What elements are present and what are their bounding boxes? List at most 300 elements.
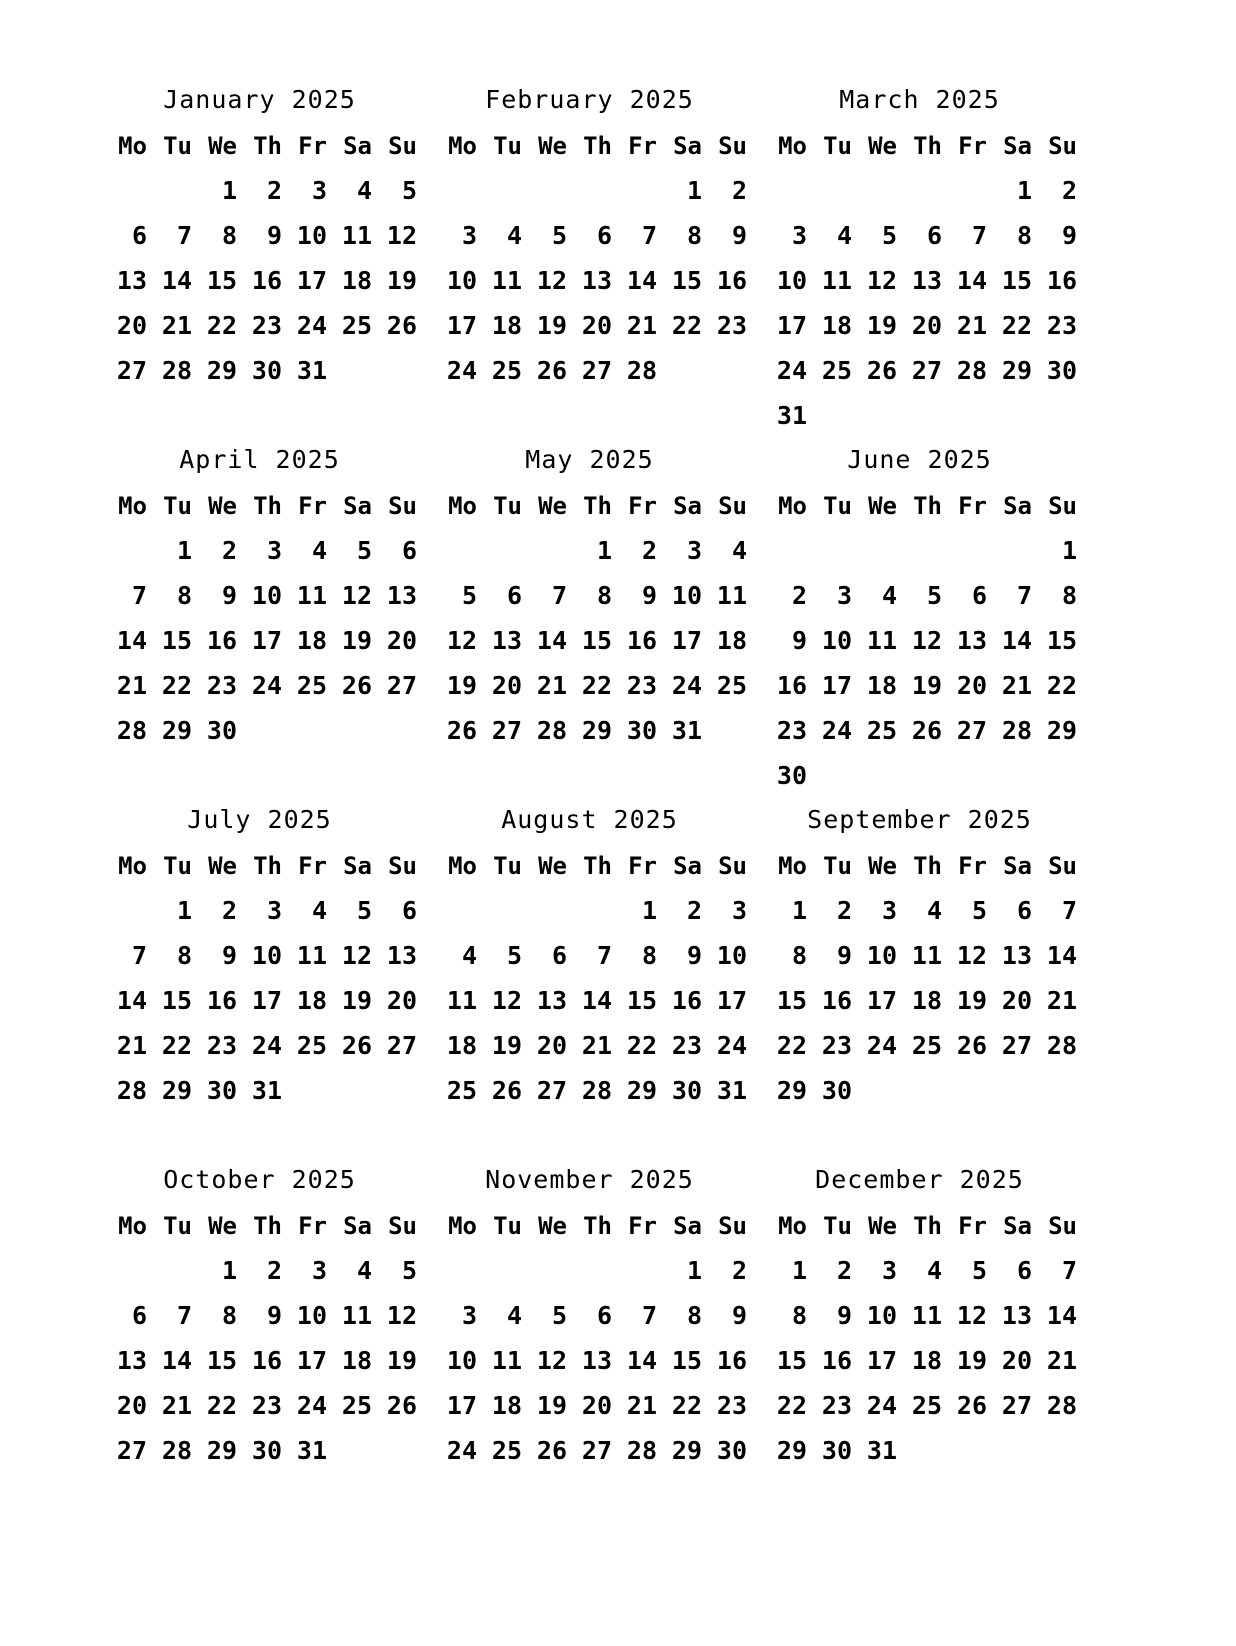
weekday-header: Mo <box>448 492 477 520</box>
day-cell: 25 <box>911 1031 942 1060</box>
day-cell: 7 <box>1016 581 1032 610</box>
day-cell: 25 <box>296 671 327 700</box>
day-cell: 25 <box>491 356 522 385</box>
day-cell: 18 <box>296 626 327 655</box>
weekday-header: Th <box>253 852 282 880</box>
weekday-header: Tu <box>493 1212 522 1240</box>
day-cell: 25 <box>716 671 747 700</box>
day-cell: 9 <box>731 221 747 250</box>
day-cell: 8 <box>1016 221 1032 250</box>
day-cell: 2 <box>731 176 747 205</box>
day-cell: 31 <box>716 1076 747 1105</box>
day-cell: 30 <box>251 1436 282 1465</box>
day-cell: 18 <box>716 626 747 655</box>
weekday-header: Su <box>388 852 417 880</box>
day-cell: 19 <box>341 626 372 655</box>
day-cell: 6 <box>596 1301 612 1330</box>
day-cell: 21 <box>161 311 192 340</box>
day-cell: 5 <box>971 896 987 925</box>
day-cell: 25 <box>341 311 372 340</box>
day-cell: 15 <box>161 986 192 1015</box>
day-cell: 6 <box>1016 896 1032 925</box>
day-cell: 31 <box>296 1436 327 1465</box>
day-cell: 25 <box>446 1076 477 1105</box>
day-cell: 17 <box>296 1346 327 1375</box>
day-cell: 10 <box>776 266 807 295</box>
day-cell: 17 <box>671 626 702 655</box>
day-cell: 17 <box>716 986 747 1015</box>
day-cell: 9 <box>791 626 807 655</box>
day-cell: 14 <box>536 626 567 655</box>
day-cell: 20 <box>116 311 147 340</box>
day-cell: 8 <box>791 1301 807 1330</box>
day-cell: 4 <box>356 176 372 205</box>
weekday-header: Fr <box>958 852 987 880</box>
day-cell: 27 <box>116 356 147 385</box>
day-cell: 17 <box>866 986 897 1015</box>
day-cell: 18 <box>866 671 897 700</box>
day-cell: 9 <box>836 1301 852 1330</box>
day-cell: 6 <box>971 581 987 610</box>
day-cell: 5 <box>401 1256 417 1285</box>
day-cell: 19 <box>866 311 897 340</box>
day-cell: 29 <box>776 1436 807 1465</box>
day-cell: 8 <box>641 941 657 970</box>
day-cell: 2 <box>221 896 237 925</box>
day-cell: 4 <box>836 221 852 250</box>
weekday-header: Su <box>1048 132 1077 160</box>
day-cell: 16 <box>251 266 282 295</box>
day-cell: 13 <box>116 266 147 295</box>
day-cell: 3 <box>881 896 897 925</box>
day-cell: 17 <box>866 1346 897 1375</box>
day-cell: 3 <box>731 896 747 925</box>
day-cell: 19 <box>491 1031 522 1060</box>
weekday-header: Mo <box>118 852 147 880</box>
day-cell: 31 <box>251 1076 282 1105</box>
day-cell: 12 <box>341 581 372 610</box>
day-cell: 21 <box>581 1031 612 1060</box>
day-cell: 20 <box>581 1391 612 1420</box>
day-cell: 30 <box>206 716 237 745</box>
month-title: October 2025 <box>163 1165 356 1194</box>
weekday-header: We <box>208 852 237 880</box>
day-cell: 21 <box>536 671 567 700</box>
day-cell: 14 <box>626 266 657 295</box>
month-title: June 2025 <box>847 445 992 474</box>
day-cell: 13 <box>386 581 417 610</box>
weekday-header: Sa <box>1003 852 1032 880</box>
day-cell: 29 <box>161 1076 192 1105</box>
day-cell: 9 <box>221 581 237 610</box>
day-cell: 21 <box>116 1031 147 1060</box>
day-cell: 20 <box>491 671 522 700</box>
day-cell: 23 <box>206 1031 237 1060</box>
weekday-header: We <box>868 132 897 160</box>
day-cell: 20 <box>1001 986 1032 1015</box>
day-cell: 16 <box>1046 266 1077 295</box>
day-cell: 23 <box>251 1391 282 1420</box>
day-cell: 1 <box>176 536 192 565</box>
day-cell: 12 <box>491 986 522 1015</box>
day-cell: 11 <box>341 1301 372 1330</box>
day-cell: 11 <box>296 581 327 610</box>
day-cell: 27 <box>581 1436 612 1465</box>
day-cell: 18 <box>491 1391 522 1420</box>
day-cell: 30 <box>776 761 807 790</box>
day-cell: 5 <box>971 1256 987 1285</box>
day-cell: 8 <box>686 1301 702 1330</box>
day-cell: 9 <box>221 941 237 970</box>
weekday-header: Fr <box>958 132 987 160</box>
weekday-header: We <box>208 492 237 520</box>
day-cell: 11 <box>821 266 852 295</box>
day-cell: 16 <box>776 671 807 700</box>
weekday-header: Th <box>583 852 612 880</box>
day-cell: 1 <box>791 1256 807 1285</box>
weekday-header: We <box>868 492 897 520</box>
day-cell: 7 <box>971 221 987 250</box>
day-cell: 27 <box>491 716 522 745</box>
day-cell: 7 <box>131 941 147 970</box>
day-cell: 17 <box>446 311 477 340</box>
day-cell: 28 <box>626 1436 657 1465</box>
day-cell: 1 <box>596 536 612 565</box>
day-cell: 7 <box>131 581 147 610</box>
day-cell: 6 <box>401 536 417 565</box>
day-cell: 15 <box>626 986 657 1015</box>
day-cell: 10 <box>716 941 747 970</box>
day-cell: 13 <box>581 266 612 295</box>
day-cell: 3 <box>881 1256 897 1285</box>
weekday-header: Th <box>253 1212 282 1240</box>
day-cell: 30 <box>821 1076 852 1105</box>
weekday-header: Su <box>388 132 417 160</box>
weekday-header: Th <box>913 852 942 880</box>
weekday-header: Mo <box>448 132 477 160</box>
day-cell: 22 <box>161 1031 192 1060</box>
day-cell: 4 <box>926 896 942 925</box>
month-title: March 2025 <box>839 85 1000 114</box>
day-cell: 7 <box>176 1301 192 1330</box>
day-cell: 4 <box>311 536 327 565</box>
day-cell: 8 <box>1061 581 1077 610</box>
day-cell: 11 <box>866 626 897 655</box>
day-cell: 27 <box>956 716 987 745</box>
day-cell: 2 <box>731 1256 747 1285</box>
day-cell: 4 <box>926 1256 942 1285</box>
day-cell: 5 <box>926 581 942 610</box>
day-cell: 27 <box>581 356 612 385</box>
day-cell: 18 <box>341 266 372 295</box>
weekday-header: We <box>538 1212 567 1240</box>
weekday-header: Tu <box>823 852 852 880</box>
day-cell: 30 <box>251 356 282 385</box>
day-cell: 2 <box>221 536 237 565</box>
day-cell: 14 <box>1001 626 1032 655</box>
day-cell: 9 <box>1061 221 1077 250</box>
weekday-header: Mo <box>448 1212 477 1240</box>
day-cell: 21 <box>1046 986 1077 1015</box>
day-cell: 28 <box>116 716 147 745</box>
day-cell: 10 <box>671 581 702 610</box>
day-cell: 24 <box>296 311 327 340</box>
day-cell: 26 <box>866 356 897 385</box>
day-cell: 19 <box>956 1346 987 1375</box>
day-cell: 15 <box>1001 266 1032 295</box>
day-cell: 24 <box>251 1031 282 1060</box>
weekday-header: Su <box>388 492 417 520</box>
day-cell: 27 <box>536 1076 567 1105</box>
day-cell: 9 <box>266 221 282 250</box>
day-cell: 22 <box>671 311 702 340</box>
weekday-header: Fr <box>298 852 327 880</box>
day-cell: 4 <box>311 896 327 925</box>
day-cell: 14 <box>581 986 612 1015</box>
day-cell: 6 <box>926 221 942 250</box>
day-cell: 27 <box>1001 1031 1032 1060</box>
day-cell: 21 <box>1001 671 1032 700</box>
day-cell: 24 <box>671 671 702 700</box>
weekday-header: Tu <box>493 492 522 520</box>
weekday-header: Su <box>718 492 747 520</box>
day-cell: 17 <box>251 986 282 1015</box>
day-cell: 27 <box>1001 1391 1032 1420</box>
day-cell: 3 <box>836 581 852 610</box>
day-cell: 12 <box>341 941 372 970</box>
day-cell: 26 <box>956 1031 987 1060</box>
day-cell: 21 <box>626 1391 657 1420</box>
weekday-header: Mo <box>118 1212 147 1240</box>
day-cell: 19 <box>386 1346 417 1375</box>
weekday-header: Mo <box>778 132 807 160</box>
month-title: August 2025 <box>501 805 678 834</box>
day-cell: 15 <box>581 626 612 655</box>
day-cell: 31 <box>671 716 702 745</box>
day-cell: 28 <box>116 1076 147 1105</box>
day-cell: 26 <box>386 1391 417 1420</box>
weekday-header: Th <box>583 1212 612 1240</box>
day-cell: 29 <box>206 1436 237 1465</box>
day-cell: 10 <box>446 1346 477 1375</box>
weekday-header: Mo <box>778 1212 807 1240</box>
day-cell: 22 <box>1001 311 1032 340</box>
day-cell: 26 <box>956 1391 987 1420</box>
day-cell: 29 <box>161 716 192 745</box>
day-cell: 17 <box>821 671 852 700</box>
day-cell: 17 <box>776 311 807 340</box>
day-cell: 14 <box>116 626 147 655</box>
day-cell: 18 <box>491 311 522 340</box>
day-cell: 19 <box>536 1391 567 1420</box>
day-cell: 15 <box>161 626 192 655</box>
day-cell: 7 <box>1061 1256 1077 1285</box>
day-cell: 13 <box>1001 1301 1032 1330</box>
day-cell: 8 <box>686 221 702 250</box>
day-cell: 28 <box>1046 1391 1077 1420</box>
day-cell: 20 <box>581 311 612 340</box>
weekday-header: Mo <box>778 492 807 520</box>
day-cell: 28 <box>626 356 657 385</box>
day-cell: 29 <box>206 356 237 385</box>
weekday-header: Fr <box>958 492 987 520</box>
day-cell: 23 <box>716 1391 747 1420</box>
weekday-header: We <box>538 852 567 880</box>
day-cell: 24 <box>446 1436 477 1465</box>
weekday-header: Sa <box>673 852 702 880</box>
day-cell: 7 <box>176 221 192 250</box>
day-cell: 7 <box>641 1301 657 1330</box>
day-cell: 12 <box>911 626 942 655</box>
day-cell: 2 <box>641 536 657 565</box>
day-cell: 3 <box>461 221 477 250</box>
day-cell: 21 <box>161 1391 192 1420</box>
day-cell: 3 <box>311 176 327 205</box>
weekday-header: Th <box>583 132 612 160</box>
day-cell: 20 <box>1001 1346 1032 1375</box>
day-cell: 28 <box>581 1076 612 1105</box>
weekday-header: Tu <box>163 1212 192 1240</box>
day-cell: 24 <box>446 356 477 385</box>
day-cell: 1 <box>686 176 702 205</box>
month-title: April 2025 <box>179 445 340 474</box>
day-cell: 22 <box>776 1391 807 1420</box>
day-cell: 16 <box>251 1346 282 1375</box>
day-cell: 22 <box>161 671 192 700</box>
day-cell: 23 <box>716 311 747 340</box>
day-cell: 25 <box>491 1436 522 1465</box>
day-cell: 23 <box>251 311 282 340</box>
weekday-header: Su <box>1048 492 1077 520</box>
weekday-header: Th <box>913 1212 942 1240</box>
day-cell: 29 <box>1001 356 1032 385</box>
weekday-header: Su <box>718 852 747 880</box>
day-cell: 12 <box>386 221 417 250</box>
day-cell: 20 <box>536 1031 567 1060</box>
day-cell: 5 <box>356 536 372 565</box>
day-cell: 3 <box>266 896 282 925</box>
day-cell: 12 <box>956 941 987 970</box>
day-cell: 3 <box>461 1301 477 1330</box>
day-cell: 7 <box>551 581 567 610</box>
day-cell: 24 <box>866 1391 897 1420</box>
weekday-header: Tu <box>163 492 192 520</box>
day-cell: 28 <box>161 356 192 385</box>
day-cell: 28 <box>1001 716 1032 745</box>
day-cell: 25 <box>341 1391 372 1420</box>
day-cell: 25 <box>866 716 897 745</box>
day-cell: 12 <box>956 1301 987 1330</box>
day-cell: 16 <box>671 986 702 1015</box>
day-cell: 15 <box>206 1346 237 1375</box>
weekday-header: Mo <box>448 852 477 880</box>
day-cell: 10 <box>251 941 282 970</box>
day-cell: 11 <box>911 1301 942 1330</box>
weekday-header: Fr <box>298 1212 327 1240</box>
weekday-header: Fr <box>628 852 657 880</box>
day-cell: 26 <box>446 716 477 745</box>
month-title: September 2025 <box>807 805 1032 834</box>
day-cell: 28 <box>161 1436 192 1465</box>
day-cell: 4 <box>731 536 747 565</box>
day-cell: 23 <box>1046 311 1077 340</box>
day-cell: 8 <box>221 1301 237 1330</box>
day-cell: 11 <box>716 581 747 610</box>
day-cell: 1 <box>1061 536 1077 565</box>
day-cell: 9 <box>731 1301 747 1330</box>
weekday-header: Th <box>583 492 612 520</box>
day-cell: 13 <box>386 941 417 970</box>
day-cell: 22 <box>1046 671 1077 700</box>
day-cell: 14 <box>1046 1301 1077 1330</box>
weekday-header: Sa <box>343 492 372 520</box>
day-cell: 22 <box>626 1031 657 1060</box>
day-cell: 25 <box>296 1031 327 1060</box>
weekday-header: Mo <box>118 492 147 520</box>
weekday-header: Th <box>913 132 942 160</box>
day-cell: 23 <box>626 671 657 700</box>
day-cell: 9 <box>266 1301 282 1330</box>
weekday-header: Su <box>1048 1212 1077 1240</box>
day-cell: 7 <box>641 221 657 250</box>
day-cell: 22 <box>671 1391 702 1420</box>
weekday-header: Sa <box>1003 492 1032 520</box>
day-cell: 14 <box>626 1346 657 1375</box>
day-cell: 20 <box>956 671 987 700</box>
weekday-header: Fr <box>628 492 657 520</box>
day-cell: 19 <box>536 311 567 340</box>
weekday-header: Sa <box>1003 132 1032 160</box>
day-cell: 6 <box>596 221 612 250</box>
day-cell: 28 <box>1046 1031 1077 1060</box>
day-cell: 2 <box>266 1256 282 1285</box>
weekday-header: Fr <box>298 492 327 520</box>
day-cell: 19 <box>446 671 477 700</box>
day-cell: 12 <box>536 1346 567 1375</box>
day-cell: 10 <box>446 266 477 295</box>
day-cell: 10 <box>251 581 282 610</box>
day-cell: 17 <box>446 1391 477 1420</box>
day-cell: 14 <box>1046 941 1077 970</box>
day-cell: 24 <box>296 1391 327 1420</box>
day-cell: 11 <box>341 221 372 250</box>
day-cell: 20 <box>386 986 417 1015</box>
day-cell: 30 <box>671 1076 702 1105</box>
day-cell: 6 <box>131 221 147 250</box>
day-cell: 4 <box>461 941 477 970</box>
day-cell: 1 <box>221 176 237 205</box>
day-cell: 23 <box>671 1031 702 1060</box>
day-cell: 18 <box>341 1346 372 1375</box>
weekday-header: We <box>868 1212 897 1240</box>
day-cell: 17 <box>296 266 327 295</box>
day-cell: 30 <box>821 1436 852 1465</box>
day-cell: 26 <box>911 716 942 745</box>
day-cell: 9 <box>686 941 702 970</box>
day-cell: 8 <box>596 581 612 610</box>
weekday-header: Tu <box>163 852 192 880</box>
weekday-header: Mo <box>118 132 147 160</box>
day-cell: 2 <box>686 896 702 925</box>
day-cell: 23 <box>206 671 237 700</box>
day-cell: 4 <box>506 1301 522 1330</box>
day-cell: 9 <box>641 581 657 610</box>
day-cell: 18 <box>446 1031 477 1060</box>
day-cell: 24 <box>821 716 852 745</box>
day-cell: 14 <box>161 266 192 295</box>
day-cell: 11 <box>446 986 477 1015</box>
day-cell: 3 <box>791 221 807 250</box>
